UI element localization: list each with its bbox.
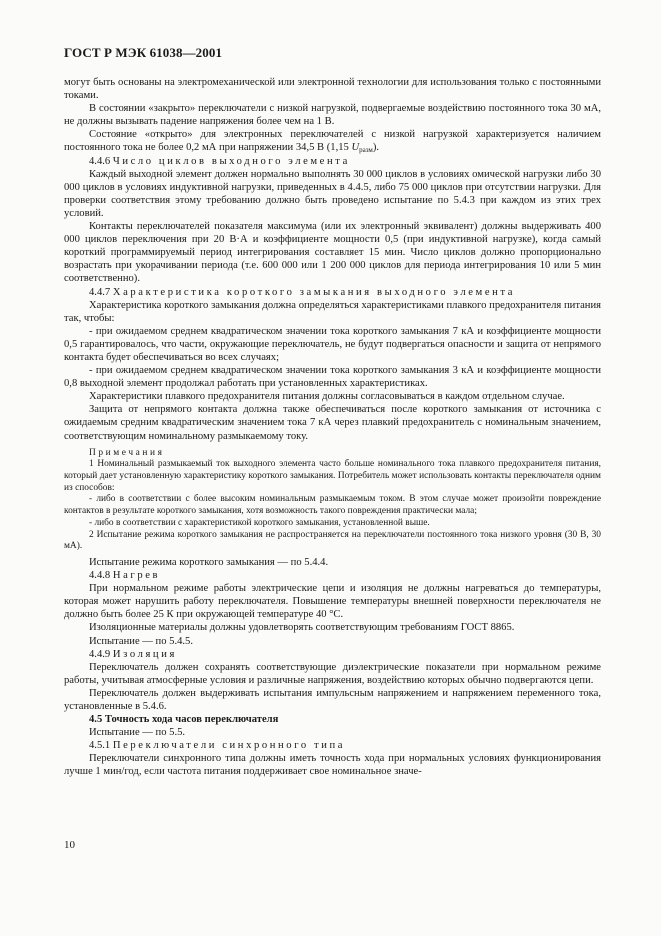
note-list-item: - либо в соответствии с более высоким номинальным размыкаемым током. В этом случае может произойти повреждение контактов в результате короткого замыкания, хотя возможность такого повреждения практически мала; — [64, 494, 601, 517]
paragraph: Характеристика короткого замыкания должна определяться характеристиками плавкого предохранителя питания так, чтобы: — [64, 299, 601, 324]
paragraph: Контакты переключателей показателя максимума (или их электронный эквивалент) должны выдерживать 400 000 циклов переключения при 20 В·А и коэффициенте мощности 0,5 (при индуктивной нагрузке), когда самый короткий программируемый период интегрирования составляет 15 мин. Число циклов должно пропорционально возрастать при укорачивании периода (т.е. 600 000 или 1 200 000 циклов для периода интегрирования 10 или 5 мин соответственно). — [64, 221, 601, 285]
paragraph: Переключатели синхронного типа должны иметь точность хода при нормальных условиях функционирования лучше 1 мин/год, если частота питания поддерживает свое номинальное значе- — [64, 753, 601, 778]
paragraph: Испытание — по 5.5. — [89, 727, 186, 739]
paragraph: Испытание режима короткого замыкания — по 5.4.4. — [89, 556, 329, 568]
section-heading — [64, 739, 601, 752]
page-number: 10 — [64, 839, 75, 851]
list-item: - при ожидаемом среднем квадратическом значении тока короткого замыкания 7 кА и коэффициенте мощности 0,5 гарантировалось, что части, окружающие переключатель, не будут подвергаться опасности и защита от непрямого контакта будет обеспечиваться во всех случаях; — [64, 325, 601, 363]
note-list-item: - либо в соответствии с характеристикой короткого замыкания, установленной выше. — [89, 517, 430, 528]
paragraph: В состоянии «закрыто» переключатели с низкой нагрузкой, подвергаемые воздействию постоянного тока 30 мА, не должны вызывать падение напряжения более чем на 1 В. — [64, 103, 601, 128]
notes-heading: Примечания — [89, 447, 165, 458]
paragraph: Характеристики плавкого предохранителя питания должны согласовываться в каждом отдельном случае. — [89, 391, 565, 403]
paragraph: Переключатель должен выдерживать испытания импульсным напряжением и напряжением переменного тока, установленные в 5.4.6. — [64, 687, 601, 712]
paragraph: Каждый выходной элемент должен нормально выполнять 30 000 циклов в условиях омической нагрузки либо 30 000 циклов в условиях индуктивной нагрузки, приведенных в 4.4.5, либо 75 000 циклов при отсутствии нагрузки. Для проверки соответствия этому требованию должно быть проведено испытание по 5.4.3 при каждом из этих трех условий. — [64, 168, 601, 219]
section-number: 4.4.8 — [89, 570, 111, 582]
section-number: 4.4.9 — [89, 648, 111, 660]
section-heading — [64, 569, 601, 582]
document-body — [64, 76, 601, 779]
section-number: 4.4.6 — [89, 155, 111, 167]
voltage-symbol: U — [351, 142, 360, 154]
paragraph-tail: ). — [372, 142, 380, 154]
paragraph: Переключатель должен сохранять соответствующие диэлектрические показатели при нормальном режиме работы, учитывая атмосферные условия и различные напряжения, воздействию которых обычно подвергаются цепи. — [64, 661, 601, 686]
paragraph: Изоляционные материалы должны удовлетворять соответствующим требованиям ГОСТ 8865. — [89, 622, 515, 634]
paragraph-text: Состояние «открыто» для электронных переключателей с низкой нагрузкой характеризуется наличием постоянного тока не более 0,2 мА при напряжении 34,5 В (1,15 — [64, 129, 601, 154]
section-title: Нагрев — [112, 570, 161, 582]
list-item: - при ожидаемом среднем квадратическом значении тока короткого замыкания 3 кА и коэффициенте мощности 0,8 выходной элемент продолжал работать при установленных характеристиках. — [64, 365, 601, 390]
paragraph: Защита от непрямого контакта должна также обеспечиваться после короткого замыкания от источника с ожидаемым средним квадратическим значением тока 7 кА через плавкий предохранитель с номинальным значением, соответствующим номинальному размыкаемому току. — [64, 404, 601, 442]
voltage-subscript: разм — [359, 146, 373, 155]
section-title: Переключатели синхронного типа — [112, 740, 346, 752]
paragraph — [64, 128, 601, 154]
paragraph: При нормальном режиме работы электрические цепи и изоляция не должны нагреваться до температуры, которая может нарушить работу переключателя. Повышение температуры внешней поверхности переключателя не должно быть более 25 К при окружающей температуре 40 °С. — [64, 583, 601, 621]
section-heading — [64, 648, 601, 661]
note-item: 1 Номинальный размыкаемый ток выходного элемента часто больше номинального тока плавкого предохранителя питания, который дает установленную характеристику короткого замыкания. Потребитель может использовать контакты переключателя одним из способов: — [64, 459, 601, 493]
paragraph: Испытание — по 5.4.5. — [89, 635, 193, 647]
section-title: Характеристика короткого замыкания выходного элемента — [112, 286, 516, 298]
section-title: Число циклов выходного элемента — [112, 155, 350, 167]
section-heading — [64, 286, 601, 299]
section-number: 4.5.1 — [89, 740, 111, 752]
section-number: 4.4.7 — [89, 286, 111, 298]
section-heading-bold: 4.5 Точность хода часов переключателя — [89, 714, 279, 726]
document-header: ГОСТ Р МЭК 61038—2001 — [64, 45, 223, 60]
section-title: Изоляция — [112, 648, 177, 660]
section-heading — [64, 155, 601, 168]
note-item: 2 Испытание режима короткого замыкания не распространяется на переключатели постоянного тока низкого уровня (30 В, 30 мА). — [64, 529, 601, 552]
paragraph: могут быть основаны на электромеханической или электронной технологии для использования только с постоянными токами. — [64, 77, 601, 102]
